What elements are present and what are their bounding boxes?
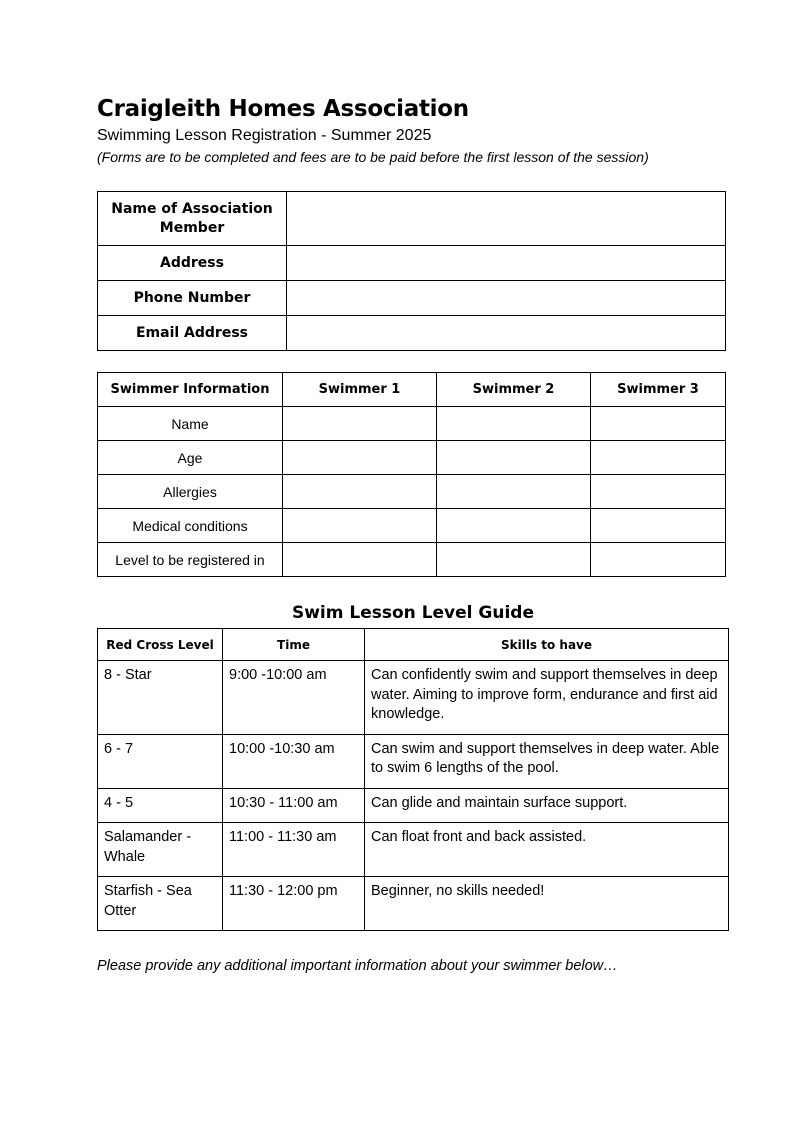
skills-cell: Can glide and maintain surface support.: [365, 788, 729, 823]
additional-info-prompt: Please provide any additional important information about your swimmer below…: [97, 958, 618, 974]
column-header: Swimmer 2: [437, 373, 591, 407]
swimmer2-level-field[interactable]: [437, 543, 591, 577]
swimmer3-level-field[interactable]: [591, 543, 726, 577]
row-label: Allergies: [98, 475, 283, 509]
table-header-row: [98, 373, 726, 407]
level-cell: Starfish - Sea Otter: [98, 877, 223, 931]
swimmer-info-table: [97, 372, 726, 577]
swimmer2-age-field[interactable]: [437, 441, 591, 475]
level-guide-table: [97, 628, 729, 931]
skills-cell: Can swim and support themselves in deep water. Able to swim 6 lengths of the pool.: [365, 734, 729, 788]
table-row: [98, 246, 726, 281]
swimmer1-level-field[interactable]: [283, 543, 437, 577]
level-cell: 8 - Star: [98, 661, 223, 735]
swimmer3-allergies-field[interactable]: [591, 475, 726, 509]
row-label: Age: [98, 441, 283, 475]
address-label: Address: [98, 246, 287, 281]
address-field[interactable]: [287, 246, 726, 281]
level-guide-title: Swim Lesson Level Guide: [291, 603, 534, 623]
instructions-note: (Forms are to be completed and fees are to be paid before the first lesson of the session): [97, 149, 649, 165]
swimmer1-medical-field[interactable]: [283, 509, 437, 543]
swimmer2-allergies-field[interactable]: [437, 475, 591, 509]
table-row: [98, 877, 729, 931]
skills-cell: Can confidently swim and support themselves in deep water. Aiming to improve form, endurance and first aid knowledge.: [365, 661, 729, 735]
member-info-table: [97, 191, 726, 351]
level-cell: Salamander - Whale: [98, 823, 223, 877]
column-header: Swimmer 3: [591, 373, 726, 407]
skills-cell: Can float front and back assisted.: [365, 823, 729, 877]
column-header: Swimmer Information: [98, 373, 283, 407]
swimmer1-allergies-field[interactable]: [283, 475, 437, 509]
table-row: [98, 543, 726, 577]
level-cell: 6 - 7: [98, 734, 223, 788]
table-row: [98, 316, 726, 351]
phone-field[interactable]: [287, 281, 726, 316]
swimmer1-name-field[interactable]: [283, 407, 437, 441]
time-cell: 10:00 -10:30 am: [223, 734, 365, 788]
table-row: [98, 661, 729, 735]
time-cell: 10:30 - 11:00 am: [223, 788, 365, 823]
row-label: Level to be registered in: [98, 543, 283, 577]
table-row: [98, 281, 726, 316]
table-row: [98, 788, 729, 823]
table-row: [98, 823, 729, 877]
table-row: [98, 734, 729, 788]
column-header: Skills to have: [365, 629, 729, 661]
column-header: Time: [223, 629, 365, 661]
swimmer3-age-field[interactable]: [591, 441, 726, 475]
skills-cell: Beginner, no skills needed!: [365, 877, 729, 931]
column-header: Swimmer 1: [283, 373, 437, 407]
email-field[interactable]: [287, 316, 726, 351]
swimmer3-name-field[interactable]: [591, 407, 726, 441]
email-label: Email Address: [98, 316, 287, 351]
swimmer3-medical-field[interactable]: [591, 509, 726, 543]
level-cell: 4 - 5: [98, 788, 223, 823]
swimmer2-name-field[interactable]: [437, 407, 591, 441]
row-label: Medical conditions: [98, 509, 283, 543]
member-name-field[interactable]: [287, 192, 726, 246]
table-header-row: [98, 629, 729, 661]
table-row: [98, 509, 726, 543]
swimmer1-age-field[interactable]: [283, 441, 437, 475]
time-cell: 11:30 - 12:00 pm: [223, 877, 365, 931]
column-header: Red Cross Level: [98, 629, 223, 661]
page-subtitle: Swimming Lesson Registration - Summer 2025: [97, 127, 432, 144]
table-row: [98, 192, 726, 246]
table-row: [98, 475, 726, 509]
time-cell: 11:00 - 11:30 am: [223, 823, 365, 877]
page-title: Craigleith Homes Association: [97, 96, 469, 122]
phone-label: Phone Number: [98, 281, 287, 316]
time-cell: 9:00 -10:00 am: [223, 661, 365, 735]
swimmer2-medical-field[interactable]: [437, 509, 591, 543]
member-name-label: Name of Association Member: [98, 192, 287, 246]
document-header: [97, 94, 737, 167]
row-label: Name: [98, 407, 283, 441]
table-row: [98, 441, 726, 475]
table-row: [98, 407, 726, 441]
